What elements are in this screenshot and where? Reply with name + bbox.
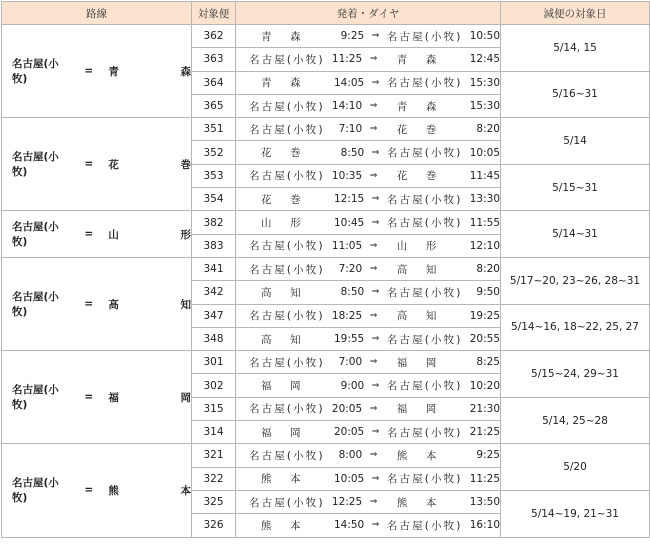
departure-airport: 山 形 xyxy=(261,217,301,230)
route-separator: = xyxy=(84,228,94,241)
arrow-icon: ⇒ xyxy=(371,334,380,344)
arrow-icon: ⇒ xyxy=(369,497,378,508)
flight-number: 302 xyxy=(192,374,236,397)
arrival-time: 11:45 xyxy=(469,169,500,182)
arrival-airport: 福 岡 xyxy=(396,403,437,416)
route-origin: 名古屋(小牧) xyxy=(12,291,59,319)
arrival-airport: 名古屋(小牧) xyxy=(386,380,461,393)
route-destination: 福 岡 xyxy=(108,391,191,404)
route-separator: = xyxy=(84,484,94,497)
route-cell xyxy=(2,351,192,444)
arrival-time: 9:50 xyxy=(476,286,500,299)
schedule-cell xyxy=(236,397,501,420)
route-separator: = xyxy=(84,158,94,171)
arrival-time: 13:50 xyxy=(469,496,500,509)
arrival-time: 8:20 xyxy=(476,263,500,276)
arrival-time: 10:05 xyxy=(469,146,500,159)
arrival-time: 15:30 xyxy=(469,100,500,113)
flight-number: 351 xyxy=(192,118,236,141)
route-separator: = xyxy=(84,391,94,404)
departure-time: 20:05 xyxy=(333,426,365,439)
schedule-cell xyxy=(236,234,501,257)
route-destination: 高 知 xyxy=(108,298,191,311)
schedule-cell xyxy=(236,25,501,48)
reduction-days: 5/16~31 xyxy=(501,71,650,118)
route-origin: 名古屋(小牧) xyxy=(12,58,59,86)
route-origin: 名古屋(小牧) xyxy=(12,384,59,412)
departure-time: 11:25 xyxy=(331,53,363,66)
arrival-time: 12:45 xyxy=(469,53,500,66)
flight-number: 348 xyxy=(192,327,236,350)
schedule-cell xyxy=(236,327,501,350)
flight-number: 326 xyxy=(192,514,236,537)
departure-time: 12:25 xyxy=(331,496,363,509)
departure-time: 11:05 xyxy=(331,239,363,252)
arrival-time: 21:30 xyxy=(469,402,500,415)
departure-airport: 高 知 xyxy=(261,333,301,346)
departure-airport: 熊 本 xyxy=(261,473,301,486)
route-origin: 名古屋(小牧) xyxy=(12,477,59,505)
arrow-icon: ⇒ xyxy=(371,77,380,88)
flight-number: 364 xyxy=(192,71,236,94)
schedule-cell xyxy=(236,467,501,490)
arrow-icon: ⇒ xyxy=(371,147,380,158)
flight-number: 325 xyxy=(192,490,236,513)
departure-time: 19:55 xyxy=(333,333,365,345)
arrow-icon: ⇒ xyxy=(371,520,380,531)
table-row xyxy=(2,257,650,280)
arrival-airport: 福 岡 xyxy=(396,356,437,369)
arrow-icon: ⇒ xyxy=(371,473,380,484)
arrival-time: 15:30 xyxy=(469,76,500,89)
departure-airport: 青 森 xyxy=(261,30,301,43)
flight-number: 347 xyxy=(192,304,236,327)
schedule-cell xyxy=(236,71,501,94)
arrival-airport: 熊 本 xyxy=(396,449,437,462)
departure-time: 14:10 xyxy=(331,100,363,113)
departure-time: 8:50 xyxy=(340,146,365,159)
departure-time: 9:00 xyxy=(340,379,365,392)
departure-time: 14:05 xyxy=(333,76,365,89)
departure-time: 10:35 xyxy=(331,169,363,182)
arrival-airport: 青 森 xyxy=(396,53,437,66)
table-row xyxy=(2,211,650,234)
route-cell xyxy=(2,444,192,537)
schedule-cell xyxy=(236,188,501,211)
departure-airport: 名古屋(小牧) xyxy=(249,53,323,66)
route-destination: 山 形 xyxy=(108,228,191,241)
departure-time: 7:10 xyxy=(338,123,363,136)
reduction-days: 5/14, 15 xyxy=(501,25,650,72)
departure-time: 9:25 xyxy=(340,30,365,43)
arrival-airport: 名古屋(小牧) xyxy=(386,217,461,230)
arrival-airport: 名古屋(小牧) xyxy=(386,473,461,486)
arrow-icon: ⇒ xyxy=(369,124,378,135)
arrival-airport: 高 知 xyxy=(396,263,437,276)
reduction-days: 5/14~16, 18~22, 25, 27 xyxy=(501,304,650,351)
arrow-icon: ⇒ xyxy=(371,427,380,438)
arrival-airport: 名古屋(小牧) xyxy=(386,333,461,346)
departure-airport: 名古屋(小牧) xyxy=(249,100,323,113)
route-cell xyxy=(2,211,192,258)
arrival-airport: 熊 本 xyxy=(396,496,437,509)
flight-number: 363 xyxy=(192,48,236,71)
arrival-airport: 名古屋(小牧) xyxy=(386,77,461,90)
arrow-icon: ⇒ xyxy=(369,170,378,181)
route-destination: 青 森 xyxy=(108,65,191,78)
arrival-airport: 高 知 xyxy=(396,310,437,323)
schedule-cell xyxy=(236,141,501,164)
departure-airport: 名古屋(小牧) xyxy=(249,310,323,323)
departure-time: 10:45 xyxy=(333,216,365,229)
flight-number: 352 xyxy=(192,141,236,164)
schedule-cell xyxy=(236,304,501,327)
arrival-time: 11:55 xyxy=(469,216,500,229)
reduction-days: 5/20 xyxy=(501,444,650,491)
schedule-cell xyxy=(236,164,501,187)
header-reduction-days: 減便の対象日 xyxy=(501,2,650,25)
departure-airport: 名古屋(小牧) xyxy=(249,449,323,462)
flight-number: 322 xyxy=(192,467,236,490)
reduction-days: 5/15~24, 29~31 xyxy=(501,351,650,398)
arrival-time: 13:30 xyxy=(469,193,500,206)
departure-airport: 名古屋(小牧) xyxy=(249,170,323,183)
arrow-icon: ⇒ xyxy=(369,357,378,368)
arrival-time: 12:10 xyxy=(469,239,500,252)
schedule-cell xyxy=(236,94,501,117)
flight-number: 341 xyxy=(192,257,236,280)
arrow-icon: ⇒ xyxy=(369,310,378,321)
arrow-icon: ⇒ xyxy=(369,264,378,275)
route-destination: 熊 本 xyxy=(108,484,191,497)
flight-number: 321 xyxy=(192,444,236,467)
reduction-days: 5/17~20, 23~26, 28~31 xyxy=(501,257,650,304)
arrival-airport: 名古屋(小牧) xyxy=(386,426,461,439)
arrow-icon: ⇒ xyxy=(369,101,378,112)
arrow-icon: ⇒ xyxy=(369,54,378,65)
route-separator: = xyxy=(84,65,94,78)
arrival-airport: 青 森 xyxy=(396,100,437,113)
schedule-cell xyxy=(236,351,501,374)
schedule-cell xyxy=(236,490,501,513)
arrival-time: 11:25 xyxy=(469,472,500,485)
departure-time: 10:05 xyxy=(333,472,365,485)
departure-airport: 福 岡 xyxy=(261,380,301,393)
arrival-time: 10:50 xyxy=(469,30,500,43)
arrival-airport: 花 巻 xyxy=(396,170,437,183)
schedule-cell xyxy=(236,118,501,141)
table-row xyxy=(2,25,650,48)
departure-airport: 福 岡 xyxy=(261,426,301,439)
departure-time: 8:00 xyxy=(338,449,363,462)
flight-number: 315 xyxy=(192,397,236,420)
arrival-time: 16:10 xyxy=(469,519,500,532)
departure-airport: 花 巻 xyxy=(261,147,301,160)
flight-number: 342 xyxy=(192,281,236,304)
arrival-time: 20:55 xyxy=(469,333,500,345)
departure-time: 12:15 xyxy=(333,193,365,206)
route-cell xyxy=(2,118,192,211)
schedule-cell xyxy=(236,374,501,397)
arrival-airport: 名古屋(小牧) xyxy=(386,286,461,299)
departure-time: 7:00 xyxy=(338,356,363,369)
departure-airport: 名古屋(小牧) xyxy=(249,123,323,136)
arrival-airport: 名古屋(小牧) xyxy=(386,147,461,160)
reduction-days: 5/14~31 xyxy=(501,211,650,258)
flight-number: 382 xyxy=(192,211,236,234)
arrival-airport: 名古屋(小牧) xyxy=(386,519,461,532)
flight-number: 301 xyxy=(192,351,236,374)
route-origin: 名古屋(小牧) xyxy=(12,221,59,249)
route-separator: = xyxy=(84,298,94,311)
arrow-icon: ⇒ xyxy=(371,380,380,391)
schedule-cell xyxy=(236,211,501,234)
flight-number: 354 xyxy=(192,188,236,211)
departure-airport: 高 知 xyxy=(261,286,301,299)
route-origin: 名古屋(小牧) xyxy=(12,151,59,179)
departure-time: 8:50 xyxy=(340,286,365,299)
arrival-time: 10:20 xyxy=(469,379,500,392)
reduction-days: 5/14~19, 21~31 xyxy=(501,490,650,537)
departure-airport: 名古屋(小牧) xyxy=(249,496,323,509)
arrival-time: 21:25 xyxy=(469,426,500,439)
table-row xyxy=(2,444,650,467)
schedule-cell xyxy=(236,48,501,71)
arrow-icon: ⇒ xyxy=(371,287,380,298)
departure-time: 18:25 xyxy=(331,309,363,322)
departure-airport: 熊 本 xyxy=(261,519,301,532)
arrow-icon: ⇒ xyxy=(369,450,378,461)
flight-number: 383 xyxy=(192,234,236,257)
schedule-cell xyxy=(236,281,501,304)
table-row xyxy=(2,118,650,141)
flight-number: 365 xyxy=(192,94,236,117)
arrow-icon: ⇒ xyxy=(369,240,378,251)
reduction-days: 5/14 xyxy=(501,118,650,165)
departure-airport: 名古屋(小牧) xyxy=(249,356,323,369)
table-row xyxy=(2,351,650,374)
flight-number: 314 xyxy=(192,421,236,444)
table-header-row xyxy=(2,2,650,25)
schedule-cell xyxy=(236,257,501,280)
schedule-cell xyxy=(236,421,501,444)
arrival-time: 19:25 xyxy=(469,309,500,322)
arrival-airport: 名古屋(小牧) xyxy=(386,193,461,206)
route-cell xyxy=(2,25,192,118)
flight-number: 362 xyxy=(192,25,236,48)
arrow-icon: ⇒ xyxy=(369,403,378,414)
reduction-days: 5/14, 25~28 xyxy=(501,397,650,444)
reduction-days: 5/15~31 xyxy=(501,164,650,211)
route-cell xyxy=(2,257,192,350)
departure-time: 20:05 xyxy=(331,402,363,415)
flight-number: 353 xyxy=(192,164,236,187)
header-route: 路線 xyxy=(2,2,192,25)
departure-airport: 名古屋(小牧) xyxy=(249,240,323,253)
schedule-cell xyxy=(236,444,501,467)
departure-airport: 名古屋(小牧) xyxy=(249,263,323,276)
departure-airport: 青 森 xyxy=(261,77,301,90)
departure-time: 7:20 xyxy=(338,263,363,276)
arrow-icon: ⇒ xyxy=(371,217,380,228)
flight-reduction-table xyxy=(1,1,650,538)
arrival-airport: 花 巻 xyxy=(396,123,437,136)
header-schedule: 発着・ダイヤ xyxy=(236,2,501,25)
arrival-time: 8:25 xyxy=(476,356,500,369)
arrival-time: 8:20 xyxy=(476,123,500,136)
departure-airport: 名古屋(小牧) xyxy=(249,403,323,416)
route-destination: 花 巻 xyxy=(108,158,191,171)
header-flight: 対象便 xyxy=(192,2,236,25)
arrival-airport: 名古屋(小牧) xyxy=(386,30,461,43)
arrival-time: 9:25 xyxy=(476,449,500,462)
arrow-icon: ⇒ xyxy=(371,194,380,205)
departure-time: 14:50 xyxy=(333,519,365,532)
table-body xyxy=(2,25,650,538)
departure-airport: 花 巻 xyxy=(261,193,301,206)
schedule-cell xyxy=(236,514,501,537)
arrival-airport: 山 形 xyxy=(396,240,437,253)
arrow-icon: ⇒ xyxy=(371,31,380,42)
